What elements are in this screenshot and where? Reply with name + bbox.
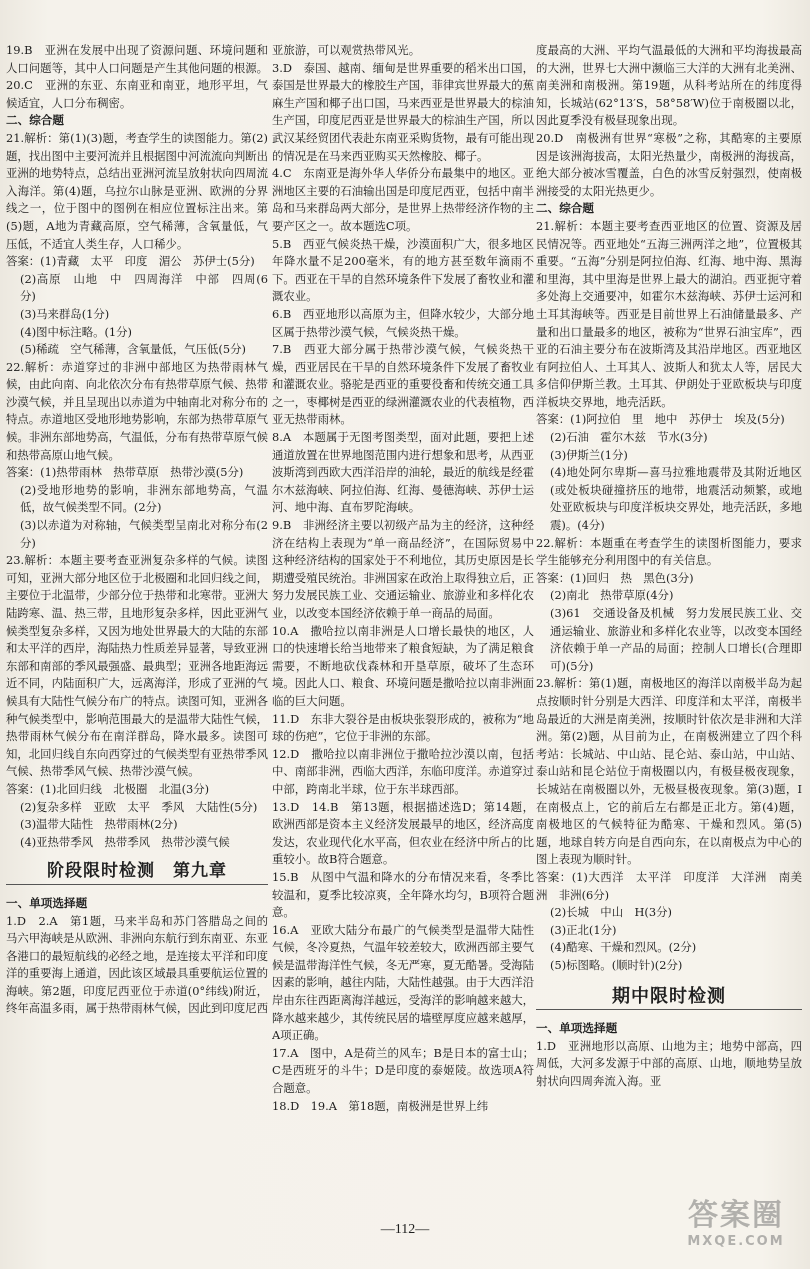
paragraph: 7.B 西亚大部分属于热带沙漠气候，气候炎热干燥，西亚居民在干旱的自然环境条件下发展了畜牧业和灌溉农业。骆驼是西亚的重要役畜和传统交通工具之一，枣椰树是西亚的绿洲灌溉农业的代表植物，西亚无热带雨林。 (272, 342, 534, 427)
paragraph: (3)以赤道为对称轴，气候类型呈南北对称分布(2分) (20, 518, 268, 550)
paragraph: 12.D 撒哈拉以南非洲位于撒哈拉沙漠以南，包括中、南部非洲，西临大西洋，东临印度洋。赤道穿过中部，跨南北半球，位于东半球西部。 (272, 746, 534, 796)
paragraph: 22.解析：本题重在考查学生的读图析图能力，要求学生能够充分利用图中的有关信息。 (536, 535, 802, 568)
page-number: —112— (380, 1222, 430, 1237)
paragraph: 答案：(1)北回归线 北极圈 北温(3分) (6, 781, 210, 796)
paragraph: 亚旅游，可以观赏热带风光。 (272, 43, 421, 57)
paragraph: 9.B 非洲经济主要以初级产品为主的经济，这种经济在结构上表现为“单一商品经济”，在国际贸易中这种经济结构的国家处于不利地位，其历史原因是长期遭受殖民统治。非洲国家在政治上取得独立后，正努力发展民族工业、交通运输业、旅游业和多样化农业，以改变本国经济依赖于单一商品的局面。 (272, 518, 534, 620)
section-heading: 一、单项选择题 (536, 1021, 618, 1036)
paragraph: (3)伊斯兰(1分) (550, 447, 628, 462)
column-right (536, 42, 802, 1237)
paragraph: 15.B 从图中气温和降水的分布情况来看，冬季比较温和，夏季比较凉爽，全年降水均匀，B项符合题意。 (272, 869, 534, 920)
paragraph: (4)图中标注略。(1分) (20, 324, 133, 339)
paragraph: (3)马来群岛(1分) (20, 306, 110, 321)
paragraph: (3)温带大陆性 热带雨林(2分) (20, 817, 178, 832)
paragraph: 8.A 本题属于无图考图类型，面对此题，要把上述通道放置在世界地图范围内进行想象和思考，从西亚波斯湾到西欧大西洋沿岸的油轮，最近的航线是经霍尔木兹海峡、阿拉伯海、红海、曼德海峡、苏伊士运河、地中海、直布罗陀海峡。 (272, 430, 534, 515)
paragraph: 答案：(1)回归 热 黑色(3分) (536, 570, 694, 585)
paragraph: 答案：(1)大西洋 太平洋 印度洋 大洋洲 南美洲 非洲(6分) (536, 869, 802, 902)
paragraph: (5)稀疏 空气稀薄，含氧量低，气压低(5分) (20, 342, 246, 357)
paragraph: (4)地处阿尔卑斯—喜马拉雅地震带及其附近地区(或处板块碰撞挤压的地带，地震活动频繁，或地处亚欧板块与印度洋板块交界处，地壳活跃，多地震)。(4分) (550, 465, 802, 533)
chapter-title: 阶段限时检测 第九章 (6, 863, 268, 885)
paragraph: 答案：(1)阿拉伯 里 地中 苏伊士 埃及(5分) (536, 412, 785, 427)
paragraph: 16.A 亚欧大陆分布最广的气候类型是温带大陆性气候，冬冷夏热，气温年较差较大，欧洲西部主要气候是温带海洋性气候，冬无严寒，夏无酷暑。受海陆因素的影响，越往内陆，大陆性越强。由于大西洋沿岸由东往西距离海洋越远，受海洋的影响越来越大，降水越来越少，其传统民居的墙壁厚度应越来越厚，A项正确。 (272, 922, 534, 1043)
paragraph: (2)石油 霍尔木兹 节水(3分) (550, 430, 708, 445)
section-heading: 一、单项选择题 (6, 895, 88, 910)
paragraph: 22.解析：赤道穿过的非洲中部地区为热带雨林气候，由此向南、向北依次分布有热带草原气候、热带沙漠气候，并且呈现出以赤道为中轴南北对称分布的特点。赤道地区受地形地势影响，东部为热带草原气候。非洲东部地势高，气温低，分布有热带草原气候和热带高原山地气候。 (6, 359, 268, 462)
paragraph: (2)长城 中山 H(3分) (550, 905, 672, 920)
paragraph: 21.解析：本题主要考查西亚地区的位置、资源及居民情况等。西亚地处“五海三洲两洋之地”，位置极其重要。“五海”分别是阿拉伯海、红海、地中海、黑海和里海，其中里海是世界上最大的湖泊。西亚扼守着多处海上交通要冲，如霍尔木兹海峡、苏伊士运河和土耳其海峡等。西亚是目前世界上石油储量最多、产量和出口量最多的地区，被称为“世界石油宝库”，西亚的石油主要分布在波斯湾及其沿岸地区。西亚地区有阿拉伯人、土耳其人、波斯人和犹太人等，居民大多信仰伊斯兰教。土耳其、伊朗处于亚欧板块与印度洋板块交界地，地壳活跃。 (536, 218, 802, 409)
paragraph: (2)复杂多样 亚欧 太平 季风 大陆性(5分) (20, 799, 258, 814)
paragraph: (3)正北(1分) (550, 922, 617, 937)
paragraph: 23.解析：第(1)题，南极地区的海洋以南极半岛为起点按顺时针分别是大西洋、印度洋和太平洋，南极半岛最近的大洲是南美洲，按顺时针依次是非洲和大洋洲。第(2)题，从目前为止，在南极洲建立了四个科考站：长城站、中山站、昆仑站、泰山站，中山站、泰山站和昆仑站位于南极圈以内，有极昼极夜现象，长城站在南极圈以外，无极昼极夜现象。第(3)题，I在南极点上，它的前后左右都是正北方。第(4)题，南极地区的气候特征为酷寒、干燥和烈风。第(5)题，地球自转方向是自西向东，在以南极点为中心的图上表现为顺时针。 (536, 676, 802, 867)
section-heading: 二、综合题 (6, 113, 64, 128)
chapter-title: 期中限时检测 (536, 988, 802, 1010)
paragraph: 4.C 东南亚是海外华人华侨分布最集中的地区。亚洲地区主要的石油输出国是印度尼西亚，包括中南半岛和马来群岛两大部分，是世界上热带经济作物的主要产区之一。故本题选C项。 (272, 166, 534, 233)
paragraph: 23.解析：本题主要考查亚洲复杂多样的气候。读图可知，亚洲大部分地区位于北极圈和北回归线之间，主要位于北温带，少部分位于热带和北寒带。亚洲大陆跨寒、温、热三带，且地形复杂多样，因此亚洲气候类型复杂多样，又因为地处世界最大的大陆的东部和太平洋的西岸，海陆热力性质差异显著，导致亚洲东部和南部的季风最强盛、最典型；亚洲各地距海远近不同，内陆面积广大，远离海洋，形成了亚洲的气候具有大陆性气候分布广的特点。读图可知，亚洲各种气候类型中，影响范围最大的是温带大陆性气候，热带雨林气候分布在南洋群岛，降水最多。读图可知，北回归线自东向西穿过的气候类型有亚热带季风气候、热带季风气候、热带沙漠气候。 (6, 553, 268, 779)
paragraph: (2)南北 热带草原(4分) (550, 588, 674, 603)
paragraph: 1.D 2.A 第1题，马来半岛和苏门答腊岛之间的马六甲海峡是从欧洲、非洲向东航行到东南亚、东亚各港口的最短航线的必经之地，是连接太平洋和印度洋的重要海上通道，因此该区域最具重要航运位置的海峡。第2题，印度尼西亚位于赤道(0°纬线)附近，终年高温多雨，属于热带雨林气候，因此到印度尼西 (6, 913, 268, 1016)
paragraph: 5.B 西亚气候炎热干燥，沙漠面积广大，很多地区年降水量不足200毫米，有的地方甚至数年滴雨不下。西亚在干旱的自然环境条件下发展了畜牧业和灌溉农业。 (272, 236, 534, 304)
paragraph: 18.D 19.A 第18题，南极洲是世界上纬 (272, 1098, 489, 1113)
watermark-logo (664, 1198, 808, 1264)
watermark-domain: MXQE.COM (687, 1234, 785, 1249)
paragraph: (2)高原 山地 中 四周海洋 中部 四周(6分) (20, 271, 268, 304)
paragraph: 21.解析：第(1)(3)题，考查学生的读图能力。第(2)题，找出图中主要河流并且根据图中河流流向判断出亚洲的地势特点，总结出亚洲河流呈放射状向四周流入海洋。第(4)题，乌拉尔山脉是亚洲、欧洲的分界线之一，位于图中的图例在相应位置标注出来。第(5)题，A地为青藏高原，空气稀薄，含氧量低，气压低，不适宜人类生存，人口稀少。 (6, 130, 268, 251)
paragraph: (5)标图略。(顺时针)(2分) (550, 957, 683, 972)
paragraph: 3.D 泰国、越南、缅甸是世界重要的稻米出口国，泰国是世界最大的橡胶生产国，菲律宾世界最大的蕉麻生产国和椰子出口国，马来西亚是世界最大的棕油生产国，印度尼西亚是世界最大的棕油生产国，所以武汉某经贸团代表赴东南亚采购货物，最有可能出现的情况是在马来西亚购买天然橡胶、椰子。 (272, 60, 534, 163)
paragraph: (4)酷寒、干燥和烈风。(2分) (550, 940, 697, 955)
section-heading: 二、综合题 (536, 201, 594, 216)
paragraph: 10.A 撒哈拉以南非洲是人口增长最快的地区，人口的快速增长给当地带来了粮食短缺，为了满足粮食需要，不断地砍伐森林和开垦草原，破坏了生态环境。因此人口、粮食、环境问题是撒哈拉以南非洲面临的巨大问题。 (272, 623, 534, 708)
paragraph: 17.A 图中，A是荷兰的风车；B是日本的富士山；C是西班牙的斗牛；D是印度的泰姬陵。故选项A符合题意。 (272, 1045, 534, 1096)
paragraph: 1.D 亚洲地形以高原、山地为主；地势中部高，四周低，大河多发源于中部的高原、山地，顺地势呈放射状向四周奔流入海。亚 (536, 1038, 802, 1088)
paragraph: (3)61 交通设备及机械 努力发展民族工业、交通运输业、旅游业和多样化农业等，以改变本国经济依赖于单一产品的局面；控制人口增长(合理即可)(5分) (550, 606, 802, 673)
paragraph: 度最高的大洲、平均气温最低的大洲和平均海拔最高的大洲，世界七大洲中濒临三大洋的大洲有北美洲、南美洲和南极洲。第19题，从科考站所在的纬度得知，长城站(62°13′S，58°58′W)位于南极圈以北，因此夏季没有极昼现象出现。 (536, 43, 802, 128)
paragraph: 答案：(1)青藏 太平 印度 湄公 苏伊士(5分) (6, 254, 255, 269)
watermark-logo-text: 答案圈 (688, 1198, 784, 1233)
paragraph: 19.B 亚洲在发展中出现了资源问题、环境问题和人口问题等，其中人口问题是产生其他问题的根源。 (6, 43, 268, 75)
paragraph: 11.D 东非大裂谷是由板块张裂形成的，被称为“地球的伤疤”，它位于非洲的东部。 (272, 711, 534, 744)
paragraph: 13.D 14.B 第13题，根据描述选D；第14题，欧洲西部是资本主义经济发展最早的地区，经济高度发达，农业现代化水平高，但农业在经济中所占的比重较小。故B符合题意。 (272, 799, 534, 867)
paragraph: 20.D 南极洲有世界“寒极”之称，其酷寒的主要原因是该洲海拔高，太阳光热量少，南极洲的海拔高，绝大部分被冰雪覆盖，白色的冰雪反射强烈，使南极洲接受的太阳光热更少。 (536, 130, 802, 198)
column-middle (272, 42, 534, 1237)
paragraph: 答案：(1)热带雨林 热带草原 热带沙漠(5分) (6, 465, 244, 480)
paragraph: 6.B 西亚地形以高原为主，但降水较少，大部分地区属于热带沙漠气候，气候炎热干燥。 (272, 306, 534, 339)
paragraph: (4)亚热带季风 热带季风 热带沙漠气候 (20, 834, 230, 849)
column-left (6, 42, 268, 1237)
paragraph: 20.C 亚洲的东亚、东南亚和南亚，地形平坦，气候适宜，人口分布稠密。 (6, 78, 268, 110)
paragraph: (2)受地形地势的影响，非洲东部地势高，气温低，故气候类型不同。(2分) (20, 482, 268, 515)
